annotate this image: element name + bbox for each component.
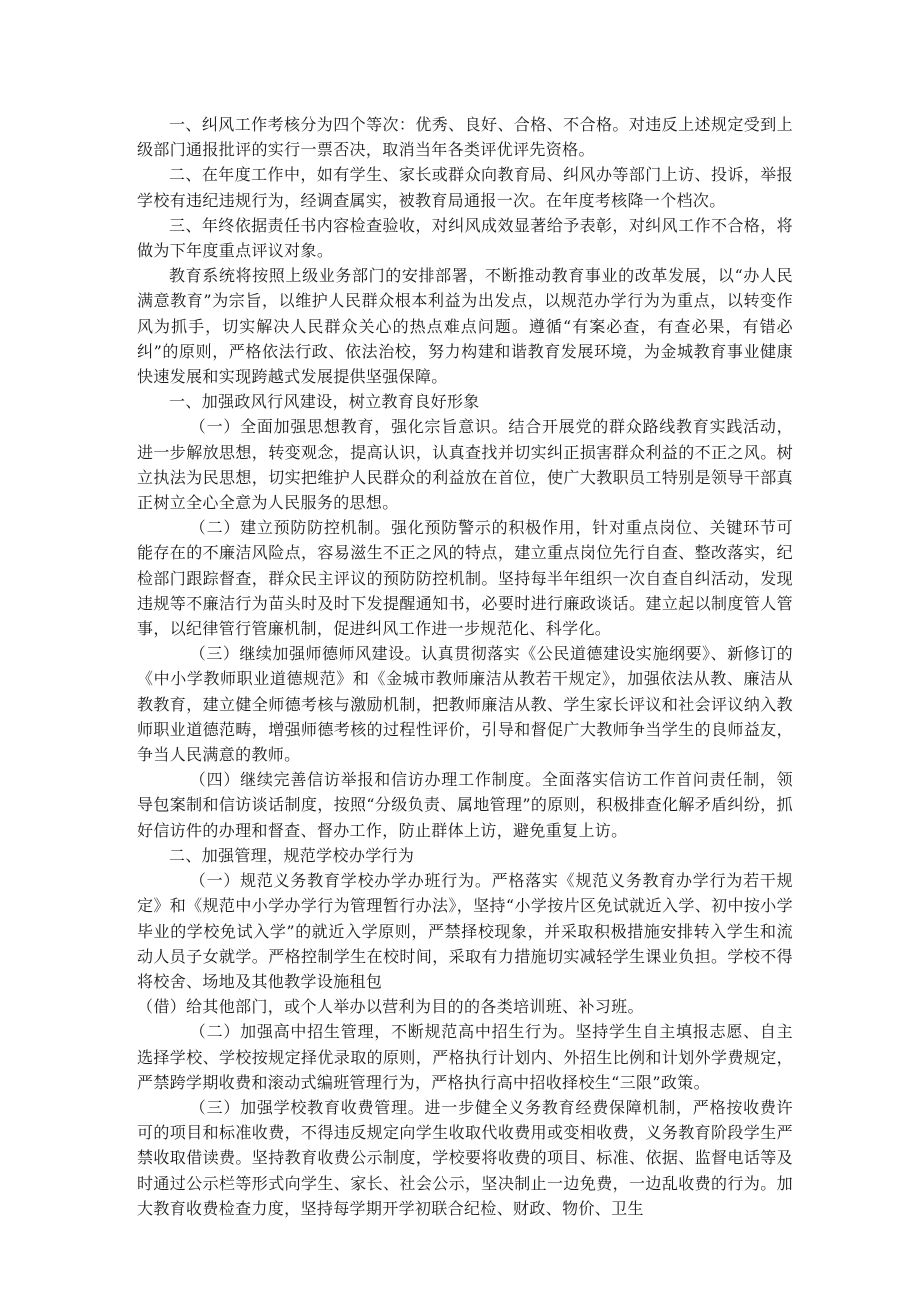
paragraph-assessment-levels: 一、纠风工作考核分为四个等次：优秀、良好、合格、不合格。对违反上述规定受到上级部门通报批评的实行一票否决，取消当年各类评优评先资格。 bbox=[137, 115, 793, 160]
paragraph-1-2-prevention: （二）建立预防防控机制。强化预防警示的积极作用，针对重点岗位、关键环节可能存在的不廉洁风险点，容易滋生不正之风的特点，建立重点岗位先行自查、整改落实，纪检部门跟踪督查，群众民主评议的预防防控机制。坚持每半年组织一次自查自纠活动，发现违规等不廉洁行为苗头时及时下发提醒通知书，必要时进行廉政谈话。建立起以制度管人管事，以纪律管行管廉机制，促进纠风工作进一步规范化、科学化。 bbox=[137, 518, 793, 639]
paragraph-2-2-high-school-admission: （二）加强高中招生管理，不断规范高中招生行为。坚持学生自主填报志愿、自主选择学校、学校按规定择优录取的原则，严格执行计划内、外招生比例和计划外学费规定，严禁跨学期收费和滚动式编班管理行为，严格执行高中招收择校生“三限”政策。 bbox=[137, 1022, 793, 1092]
paragraph-1-1-ideology: （一）全面加强思想教育，强化宗旨意识。结合开展党的群众路线教育实践活动，进一步解放思想，转变观念，提高认识，认真查找并切实纠正损害群众利益的不正之风。树立执法为民思想，切实把维护人民群众的利益放在首位，使广大教职员工特别是领导干部真正树立全心全意为人民服务的思想。 bbox=[137, 417, 793, 513]
paragraph-1-3-teacher-ethics: （三）继续加强师德师风建设。认真贯彻落实《公民道德建设实施纲要》、新修订的《中小学教师职业道德规范》和《金城市教师廉洁从教若干规定》，加强依法从教、廉洁从教教育，建立健全师德考核与激励机制，把教师廉洁从教、学生家长评议和社会评议纳入教师职业道德范畴，增强师德考核的过程性评价，引导和督促广大教师争当学生的良师益友，争当人民满意的教师。 bbox=[137, 644, 793, 765]
document-body bbox=[137, 112, 793, 1221]
section-heading-1: 一、加强政风行风建设，树立教育良好形象 bbox=[169, 392, 480, 412]
paragraph-year-end-check: 三、年终依据责任书内容检查验收，对纠风成效显著给予表彰，对纠风工作不合格，将做为下年度重点评议对象。 bbox=[137, 215, 793, 261]
paragraph-education-system-goals: 教育系统将按照上级业务部门的安排部署，不断推动教育事业的改革发展，以“办人民满意教育”为宗旨，以维护人民群众根本利益为出发点，以规范办学行为为重点，以转变作风为抓手，切实解决人民群众关心的热点难点问题。遵循“有案必查，有查必果，有错必纠”的原则，严格依法行政、依法治校，努力构建和谐教育发展环境，为金城教育事业健康快速发展和实现跨越式发展提供坚强保障。 bbox=[137, 266, 793, 387]
paragraph-1-4-petitions: （四）继续完善信访举报和信访办理工作制度。全面落实信访工作首问责任制，领导包案制和信访谈话制度，按照“分级负责、属地管理”的原则，积极排查化解矛盾纠纷，抓好信访件的办理和督查、督办工作，防止群体上访，避免重复上访。 bbox=[137, 770, 793, 840]
paragraph-2-3-fees: （三）加强学校教育收费管理。进一步健全义务教育经费保障机制，严格按收费许可的项目和标准收费，不得违反规定向学生收取代收费用或变相收费，义务教育阶段学生严禁收取借读费。坚持教育收费公示制度，学校要将收费的项目、标准、依据、监督电话等及时通过公示栏等形式向学生、家长、社会公示，坚决制止一边免费，一边乱收费的行为。加大教育收费检查力度，坚持每学期开学初联合纪检、财政、物价、卫生 bbox=[137, 1097, 793, 1218]
section-heading-2: 二、加强管理，规范学校办学行为 bbox=[169, 845, 415, 865]
paragraph-2-1-continuation: （借）给其他部门，或个人举办以营利为目的的各类培训班、补习班。 bbox=[137, 997, 644, 1017]
paragraph-complaints: 二、在年度工作中，如有学生、家长或群众向教育局、纠风办等部门上访、投诉，举报学校有违纪违规行为，经调查属实，被教育局通报一次。在年度考核降一个档次。 bbox=[137, 165, 793, 210]
paragraph-2-1-compulsory-education: （一）规范义务教育学校办学办班行为。严格落实《规范义务教育办学行为若干规定》和《规范中小学办学行为管理暂行办法》，坚持“小学按片区免试就近入学、初中按小学毕业的学校免试入学”的就近入学原则，严禁择校现象，并采取积极措施安排转入学生和流动人员子女就学。严格控制学生在校时间，采取有力措施切实减轻学生课业负担。学校不得将校舍、场地及其他教学设施租包 bbox=[137, 871, 793, 991]
